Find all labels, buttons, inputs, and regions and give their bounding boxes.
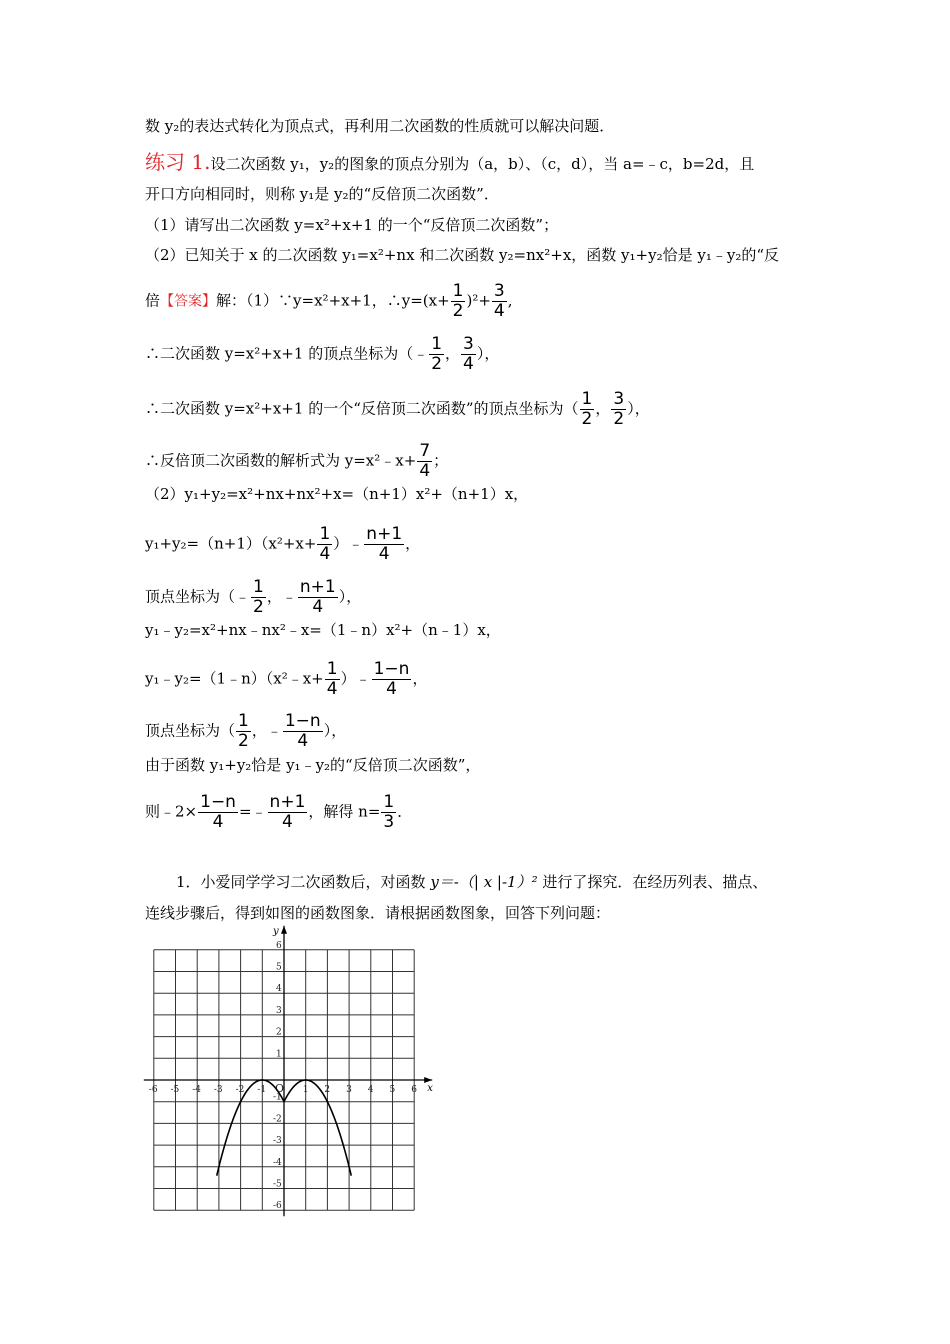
denominator: 4 xyxy=(297,731,309,751)
fraction xyxy=(381,793,396,832)
text: (x+ xyxy=(422,291,450,310)
answer-line-9 xyxy=(145,660,427,699)
fraction xyxy=(611,390,626,429)
text: ； xyxy=(433,451,449,470)
text: 进行了探究．在经历列表、描点、 xyxy=(542,873,768,891)
answer-line-10 xyxy=(145,712,346,751)
y-tick-label: 1 xyxy=(276,1049,282,1060)
numerator: 1 xyxy=(452,281,464,301)
text: ）， xyxy=(323,721,347,740)
numerator: 1 xyxy=(238,711,249,731)
numerator: 3 xyxy=(493,281,505,301)
numerator: 7 xyxy=(419,441,431,461)
denominator: 3 xyxy=(383,812,395,832)
origin-label: O xyxy=(275,1082,285,1095)
text: ）﹣ xyxy=(333,534,364,553)
fraction xyxy=(417,442,432,481)
x-tick-label: -3 xyxy=(213,1085,223,1095)
denominator: 4 xyxy=(319,544,331,564)
numerator: n+1 xyxy=(269,792,306,812)
x-tick-label: 1 xyxy=(302,1085,309,1095)
fraction xyxy=(251,578,266,617)
y-tick-label: -6 xyxy=(273,1201,282,1212)
denominator: 2 xyxy=(613,409,625,429)
x-tick-label: -4 xyxy=(192,1085,201,1095)
denominator: 4 xyxy=(378,544,390,564)
text: 1．小爱同学学习二次函数后，对函数 xyxy=(176,873,426,891)
x-tick-label: -6 xyxy=(148,1085,158,1095)
y-tick-label: 6 xyxy=(276,940,282,951)
x-tick-label: -2 xyxy=(235,1085,245,1095)
y-tick-label: 2 xyxy=(276,1027,282,1038)
text: ∴二次函数 y=x²+x+1 的顶点坐标为（﹣ xyxy=(145,344,429,363)
numerator: 1−n xyxy=(373,659,410,679)
numerator: 1−n xyxy=(284,711,321,731)
fraction xyxy=(461,335,476,374)
question-2: （2）已知关于 x 的二次函数 y₁=x²+nx 和二次函数 y₂=nx²+x，函数 y₁+y₂恰是 y₁﹣y₂的“反 xyxy=(145,246,780,264)
fraction xyxy=(317,525,332,564)
x-tick-label: 2 xyxy=(324,1085,331,1095)
fraction xyxy=(429,335,444,374)
answer-line-1: 倍【答案】解：（1）∵y=x²+x+1，∴y=(x+ $\frac{1}{2}$ )²+ $\frac{3}{4}$ , xyxy=(145,281,513,321)
fraction xyxy=(198,793,238,832)
answer-tag: 【答案】 xyxy=(160,293,217,310)
fraction xyxy=(364,525,404,564)
denominator: 4 xyxy=(282,812,293,832)
numerator: 1 xyxy=(319,524,331,544)
text: ，﹣ xyxy=(266,587,297,606)
text: ）， xyxy=(627,399,650,418)
denominator: 4 xyxy=(493,301,505,321)
fraction xyxy=(325,660,340,699)
y-tick-label: -4 xyxy=(273,1157,282,1168)
function-graph xyxy=(142,925,442,1220)
numerator: 1 xyxy=(581,389,593,409)
y-tick-label: 5 xyxy=(276,962,282,973)
y-tick-label: 4 xyxy=(276,984,282,995)
text: ∴二次函数 y=x²+x+1 的一个“反倍顶二次函数”的顶点坐标为（ xyxy=(145,399,579,418)
text: ）， xyxy=(476,344,500,363)
numerator: n+1 xyxy=(366,524,403,544)
x-tick-label: 5 xyxy=(389,1085,396,1095)
problem-1-line-2: 连线步骤后，得到如图的函数图象．请根据函数图象，回答下列问题： xyxy=(145,904,611,922)
numerator: 1 xyxy=(383,792,395,812)
answer-line-2 xyxy=(145,335,499,374)
answer-line-4 xyxy=(145,442,448,481)
denominator: 4 xyxy=(326,679,338,699)
answer-line-11: 由于函数 y₁+y₂恰是 y₁﹣y₂的“反倍顶二次函数”， xyxy=(145,756,481,774)
denominator: 4 xyxy=(463,354,474,374)
denominator: 4 xyxy=(212,812,224,832)
text: ）， xyxy=(338,587,362,606)
text: 顶点坐标为（﹣ xyxy=(145,587,251,606)
denominator: 2 xyxy=(431,354,443,374)
function-formula: y＝-（| x |-1）² xyxy=(430,873,538,891)
fraction xyxy=(236,712,251,751)
text: ∴反倍顶二次函数的解析式为 y=x²﹣x+ xyxy=(145,451,417,470)
text: ， xyxy=(445,344,461,363)
text: ）﹣ xyxy=(340,669,371,688)
y-tick-label: -2 xyxy=(273,1114,282,1125)
text: ，﹣ xyxy=(251,721,282,740)
fraction xyxy=(268,793,308,832)
y-tick-label: -1 xyxy=(273,1092,282,1103)
denominator: 2 xyxy=(452,301,464,321)
numerator: 3 xyxy=(463,334,474,354)
y-tick-label: 3 xyxy=(276,1005,282,1016)
x-tick-label: -1 xyxy=(257,1085,267,1095)
text: 则﹣2× xyxy=(145,802,198,821)
text: y₁+y₂=（n+1）（x²+x+ xyxy=(145,534,317,553)
x-tick-label: 3 xyxy=(346,1085,352,1095)
fraction xyxy=(451,282,466,321)
text: ， xyxy=(595,399,611,418)
text: 顶点坐标为（ xyxy=(145,721,236,740)
exercise-text: 设二次函数 y₁，y₂的图象的顶点分别为（a，b）、（c，d），当 a=﹣c，b=2d，且 xyxy=(210,155,755,173)
numerator: 1−n xyxy=(200,792,236,812)
numerator: 1 xyxy=(431,334,443,354)
x-axis-label: x xyxy=(427,1083,433,1094)
answer-line-3 xyxy=(145,390,650,429)
exercise-label: 练习 1. xyxy=(145,150,211,174)
numerator: n+1 xyxy=(299,577,336,597)
answer-line-6 xyxy=(145,525,420,564)
fraction xyxy=(492,282,507,321)
exercise-line-2: 开口方向相同时，则称 y₁是 y₂的“反倍顶二次函数”． xyxy=(145,185,499,203)
text: ，解得 n= xyxy=(308,802,381,821)
text: ， xyxy=(412,669,428,688)
problem-1-line-1 xyxy=(176,872,767,892)
intro-line: 数 y₂的表达式转化为顶点式，再利用二次函数的性质就可以解决问题． xyxy=(145,117,615,135)
text: y₁﹣y₂=（1﹣n）（x²﹣x+ xyxy=(145,669,324,688)
x-tick-label: 4 xyxy=(367,1085,374,1095)
answer-line-5: （2）y₁+y₂=x²+nx+nx²+x=（n+1）x²+（n+1）x， xyxy=(145,485,529,503)
answer-line-7 xyxy=(145,578,361,617)
text: 倍 xyxy=(145,291,161,310)
text: ， xyxy=(405,534,421,553)
y-tick-label: -5 xyxy=(273,1179,282,1190)
text: 解：（1）∵y=x²+x+1，∴y= xyxy=(216,291,423,310)
text: ． xyxy=(397,802,413,821)
denominator: 2 xyxy=(253,597,264,617)
question-1: （1）请写出二次函数 y=x²+x+1 的一个“反倍顶二次函数”； xyxy=(145,216,559,234)
y-tick-label: -3 xyxy=(273,1136,282,1147)
answer-line-12 xyxy=(145,793,412,832)
fraction xyxy=(298,578,338,617)
fraction xyxy=(580,390,595,429)
numerator: 3 xyxy=(613,389,625,409)
fraction xyxy=(372,660,412,699)
exercise-title-line xyxy=(145,152,754,174)
answer-line-8: y₁﹣y₂=x²+nx﹣nx²﹣x=（1﹣n）x²+（n﹣1）x， xyxy=(145,621,501,639)
denominator: 4 xyxy=(312,597,324,617)
numerator: 1 xyxy=(253,577,264,597)
denominator: 2 xyxy=(238,731,249,751)
y-axis-label: y xyxy=(273,925,279,937)
x-tick-label: -5 xyxy=(170,1085,180,1095)
text: =﹣ xyxy=(238,802,267,821)
denominator: 4 xyxy=(419,461,431,481)
denominator: 2 xyxy=(581,409,593,429)
text: )²+ xyxy=(466,291,491,310)
fraction xyxy=(283,712,323,751)
x-tick-label: 6 xyxy=(411,1085,417,1095)
denominator: 4 xyxy=(386,679,397,699)
numerator: 1 xyxy=(326,659,338,679)
y-axis-arrow xyxy=(281,926,287,934)
